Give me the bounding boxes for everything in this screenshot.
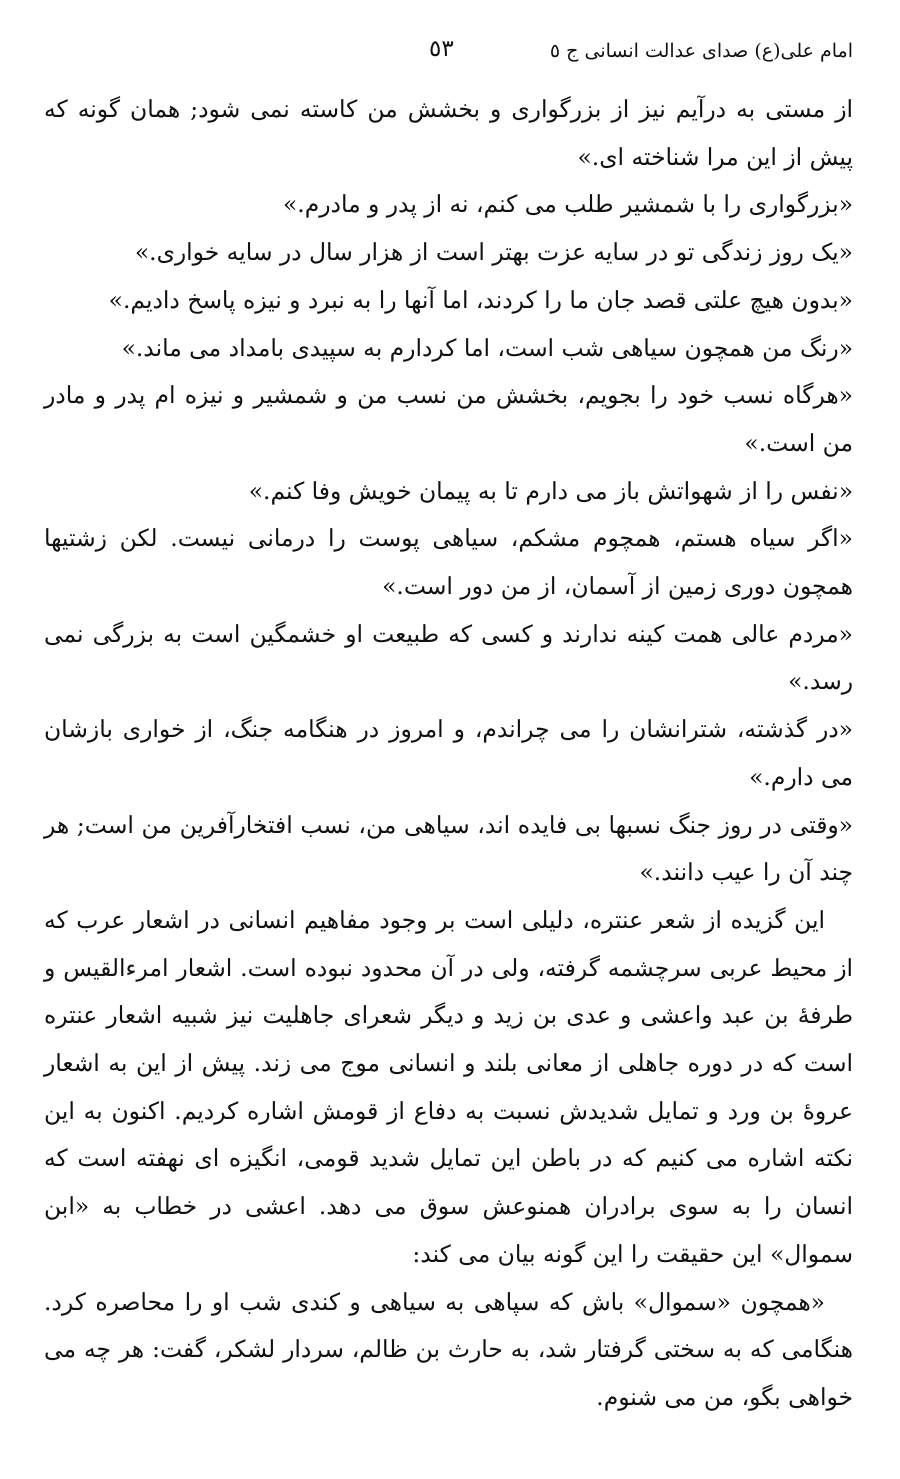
quote-paragraph: «نفس را از شهواتش باز می دارم تا به پیمان خویش وفا کنم.» bbox=[248, 476, 853, 505]
quote-paragraph: «بزرگواری را با شمشیر طلب می کنم، نه از پدر و مادرم.» bbox=[283, 190, 853, 219]
quote-paragraph: «اگر سیاه هستم، همچوم مشکم، سیاهی پوست را درمانی نیست. لکن زشتیها همچون دوری زمین از آسمان، از من دور است.» bbox=[44, 524, 853, 601]
quote-paragraph: «هرگاه نسب خود را بجویم، بخشش من نسب من و شمشیر و نیزه ام پدر و مادر من است.» bbox=[44, 381, 853, 457]
quote-paragraph: «بدون هیچ علتی قصد جان ما را کردند، اما آنها را به نبرد و نیزه پاسخ دادیم.» bbox=[108, 285, 853, 314]
quote-paragraph: «در گذشته، شترانشان را می چراندم، و امروز در هنگامه جنگ، از خواری بازشان می دارم.» bbox=[44, 715, 853, 791]
body-text bbox=[44, 86, 853, 1422]
prose-paragraph: این گزیده از شعر عنتره، دلیلی است بر وجود مفاهیم انسانی در اشعار عرب که از محیط عربی سرچشمه گرفته، ولی در آن محدود نبوده است. اشعار امرءالقیس و طرفهٔ بن عبد واعشی و عدی بن زید و دیگر شعرای جاهلیت نیز شبیه اشعار عنتره است که در دوره جاهلی از معانی بلند و انسانی موج می زند. پیش از این به اشعار عروهٔ بن ورد و تمایل شدیدش نسبت به دفاع از قومش اشاره کردیم. اکنون به این نکته اشاره می کنیم که در باطن این تمایل شدید قومی، انگیزه ای نهفته است که انسان را به سوی برادران همنوعش سوق می دهد. اعشی در خطاب به «ابن سموال» این حقیقت را این گونه بیان می کند: bbox=[44, 905, 853, 1268]
running-title: امام علی(ع) صدای عدالت انسانی ج ٥ bbox=[549, 40, 853, 62]
quote-paragraph: «مردم عالی همت کینه ندارند و کسی که طبیعت او خشمگین است به بزرگی نمی رسد.» bbox=[44, 619, 853, 696]
page-header bbox=[44, 36, 853, 86]
prose-paragraph: «همچون «سموال» باش که سپاهی به سیاهی و کندی شب او را محاصره کرد. هنگامی که به سختی گرفتار شد، به حارث بن ظالم، سردار لشکر، گفت: هر چه می خواهی بگو، من می شنوم. bbox=[44, 1287, 853, 1411]
quote-paragraph: از مستی به درآیم نیز از بزرگواری و بخشش من کاسته نمی شود; همان گونه که پیش از این مرا شناخته ای.» bbox=[44, 95, 853, 171]
quote-paragraph: «رنگ من همچون سیاهی شب است، اما کردارم به سپیدی بامداد می ماند.» bbox=[121, 333, 853, 362]
quote-paragraph: «وقتی در روز جنگ نسبها بی فایده اند، سیاهی من، نسب افتخارآفرین من است; هر چند آن را عیب دانند.» bbox=[44, 810, 853, 887]
quote-paragraph: «یک روز زندگی تو در سایه عزت بهتر است از هزار سال در سایه خواری.» bbox=[134, 238, 853, 267]
page-number: ٥٣ bbox=[429, 36, 454, 62]
